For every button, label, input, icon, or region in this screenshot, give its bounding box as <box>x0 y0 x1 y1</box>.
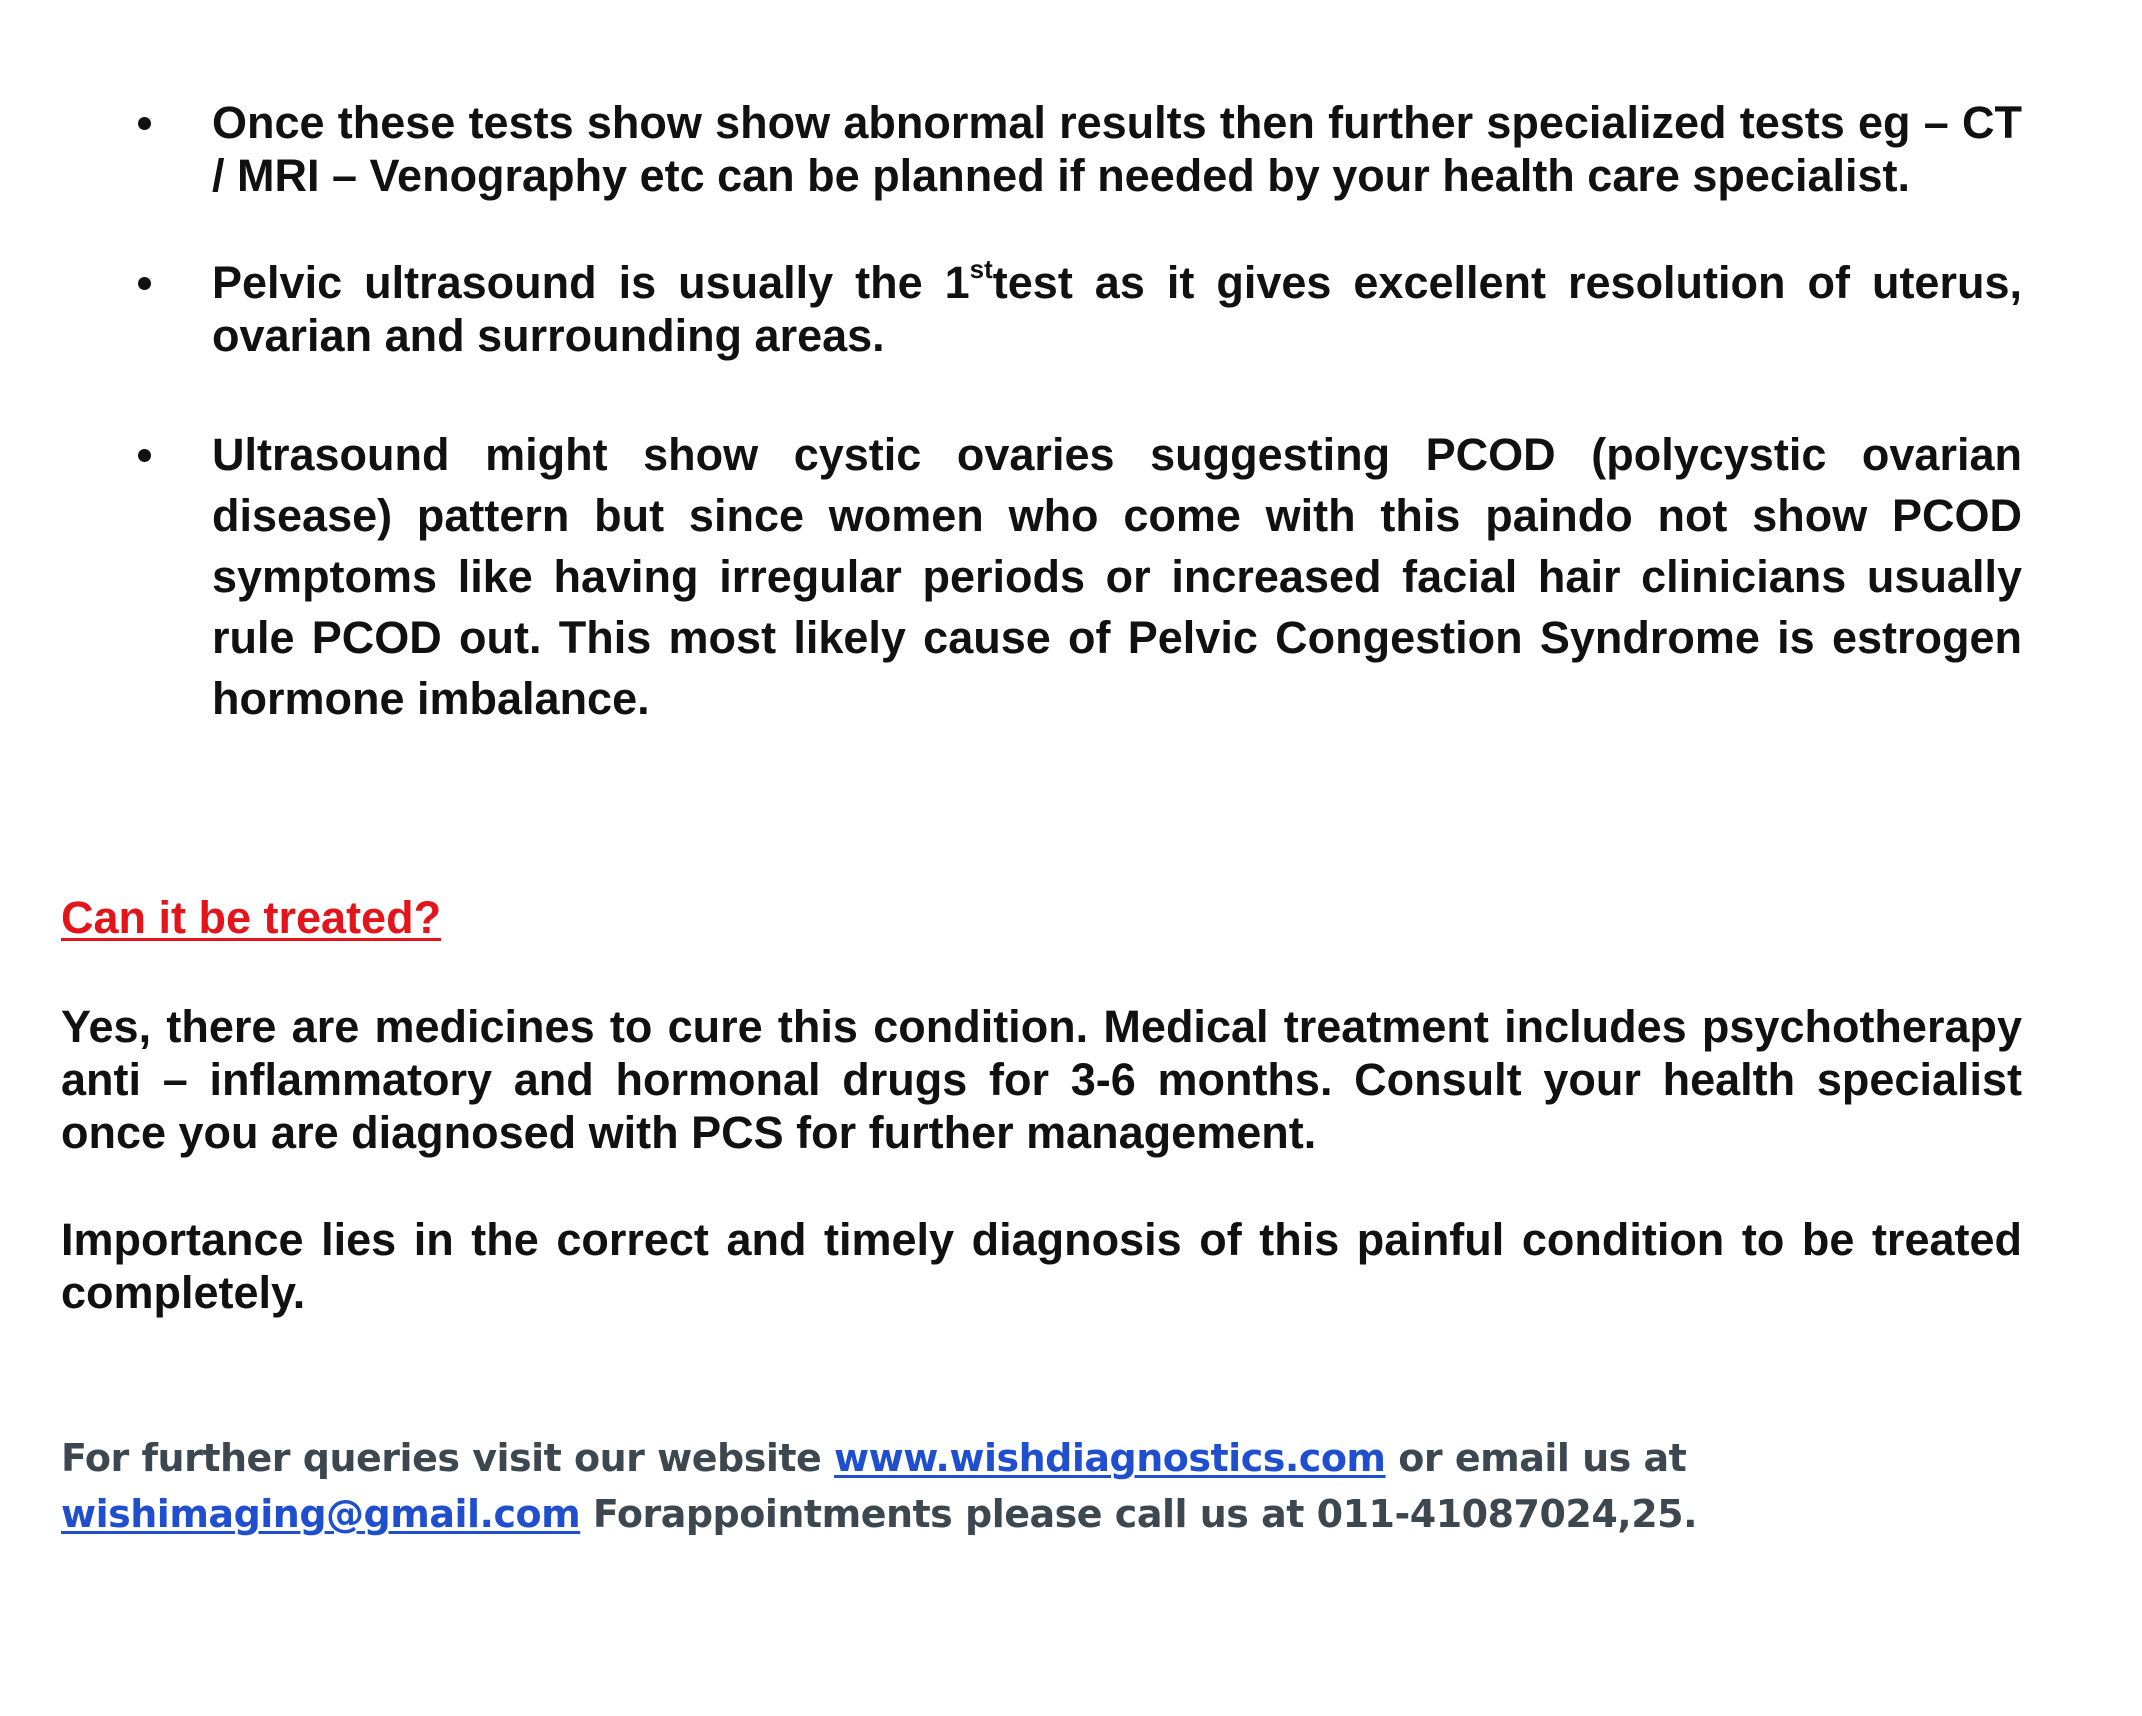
bullet-dot-icon <box>138 277 151 290</box>
importance-paragraph: Importance lies in the correct and timely diagnosis of this painful condition to be treated completely. <box>61 1214 2022 1318</box>
treatment-paragraph: Yes, there are medicines to cure this condition. Medical treatment includes psychotherapy anti – inflammatory and hormonal drugs for 3-6 months. Consult your health specialist once you are diagnosed with PCS for further management. <box>61 1001 2022 1158</box>
contact-suffix: Forappointments please call us at 011-41087024,25. <box>580 1492 1698 1536</box>
bullet-text-before: Pelvic ultrasound is usually the 1 <box>212 257 970 308</box>
bullet-dot-icon <box>138 449 151 462</box>
contact-prefix: For further queries visit our website <box>61 1436 835 1480</box>
bullet-dot-icon <box>138 117 151 130</box>
email-link[interactable]: wishimaging@gmail.com <box>61 1492 581 1536</box>
bullet-text-after: test as it gives excellent resolution of uterus, ovarian and surrounding areas. <box>212 257 2022 361</box>
contact-middle: or email us at <box>1385 1436 1687 1480</box>
contact-info <box>61 1430 2022 1542</box>
bullet-item-ultrasound <box>130 256 2022 362</box>
bullet-text: Once these tests show show abnormal results then further specialized tests eg – CT / MRI – Venography etc can be planned if needed by your health care specialist. <box>212 97 2022 201</box>
bullet-text: Ultrasound might show cystic ovaries suggesting PCOD (polycystic ovarian disease) pattern but since women who come with this paindo not show PCOD symptoms like having irregular periods or increased facial hair clinicians usually rule PCOD out. This most likely cause of Pelvic Congestion Syndrome is estrogen hormone imbalance. <box>212 429 2022 724</box>
bullet-item-tests <box>130 96 2022 202</box>
ordinal-superscript: st <box>969 254 993 284</box>
bullet-item-pcod <box>130 424 2022 729</box>
section-heading: Can it be treated? <box>61 892 442 943</box>
website-link[interactable]: www.wishdiagnostics.com <box>834 1436 1386 1480</box>
bullet-list <box>130 96 2022 729</box>
bullet-text <box>212 254 2022 361</box>
